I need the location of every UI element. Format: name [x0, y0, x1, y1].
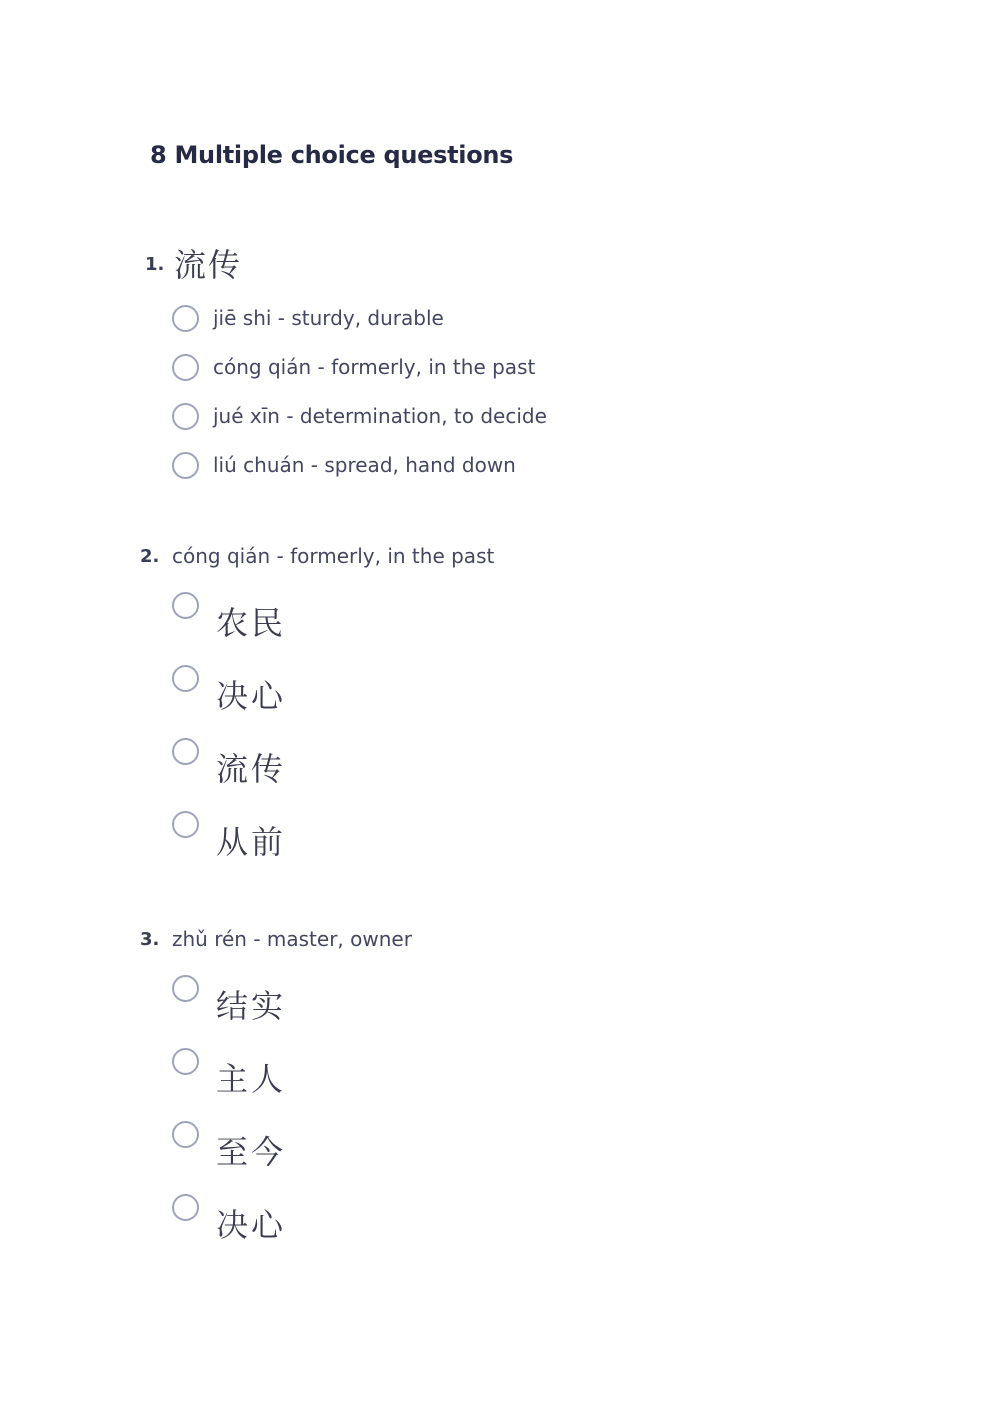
radio-button[interactable]: [172, 665, 199, 692]
radio-button[interactable]: [172, 592, 199, 619]
radio-button[interactable]: [172, 1194, 199, 1221]
option-label: cóng qián - formerly, in the past: [213, 355, 536, 379]
radio-button[interactable]: [172, 354, 199, 381]
option-label: 至今: [216, 1133, 287, 1171]
option-label: 农民: [216, 604, 287, 642]
page-title: 8 Multiple choice questions: [150, 141, 514, 169]
question-number: 2.: [140, 546, 160, 567]
question-number: 1.: [145, 254, 165, 275]
question-prompt: zhǔ rén - master, owner: [172, 927, 412, 951]
question-number: 3.: [140, 929, 160, 950]
radio-button[interactable]: [172, 403, 199, 430]
option-label: 决心: [216, 1206, 287, 1244]
radio-button[interactable]: [172, 305, 199, 332]
question-prompt: cóng qián - formerly, in the past: [172, 544, 495, 568]
option-label: 从前: [216, 823, 287, 861]
radio-button[interactable]: [172, 811, 199, 838]
radio-button[interactable]: [172, 738, 199, 765]
option-label: 结实: [216, 987, 287, 1025]
option-label: 主人: [216, 1060, 287, 1098]
option-label: 决心: [216, 677, 287, 715]
option-label: jué xīn - determination, to decide: [213, 404, 547, 428]
radio-button[interactable]: [172, 1121, 199, 1148]
option-label: jiē shi - sturdy, durable: [213, 306, 444, 330]
option-label: 流传: [216, 750, 287, 788]
option-label: liú chuán - spread, hand down: [213, 453, 516, 477]
question-prompt: 流传: [174, 246, 243, 284]
radio-button[interactable]: [172, 975, 199, 1002]
radio-button[interactable]: [172, 1048, 199, 1075]
radio-button[interactable]: [172, 452, 199, 479]
